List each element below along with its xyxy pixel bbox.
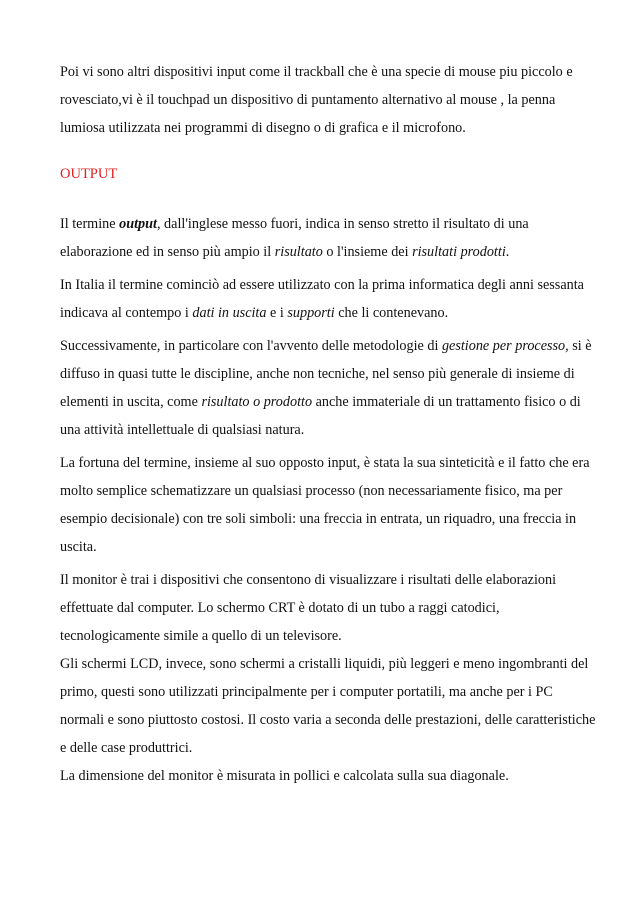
text-span: In Italia il termine cominciò ad essere utilizzato con la prima informatica degli anni sessanta indicava al contempo i <box>60 277 584 321</box>
intro-paragraph: Poi vi sono altri dispositivi input come il trackball che è una specie di mouse piu piccolo e rovesciato,vi è il touchpad un dispositivo di puntamento alternativo al mouse , la penna lumiosa utilizzata nei programmi di disegno o di grafica e il microfono. <box>60 64 573 136</box>
monitor-crt-text: Il monitor è trai i dispositivi che consentono di visualizzare i risultati delle elaborazioni effettuate dal computer. Lo schermo CRT è dotato di un tubo a raggi catodici, tecnologicamente simile a quello di un televisore. <box>60 572 557 644</box>
document-page <box>60 58 600 790</box>
process-management-paragraph <box>60 332 600 444</box>
text-span: . <box>505 244 510 260</box>
section-heading-output: OUTPUT <box>60 166 118 182</box>
term-gestione-per-processo: gestione per processo <box>441 338 566 354</box>
monitor-lcd-text: Gli schermi LCD, invece, sono schermi a cristalli liquidi, più leggeri e meno ingombranti del primo, questi sono utilizzati principalmente per i computer portatili, ma anche per i PC normali e sono piuttosto costosi. Il costo varia a seconda delle prestazioni, delle caratteristiche e delle case produttrici. <box>60 656 596 756</box>
term-supporti: supporti <box>287 305 335 321</box>
term-fortune-paragraph: La fortuna del termine, insieme al suo opposto input, è stata la sua sinteticità e il fatto che era molto semplice schematizzare un qualsiasi processo (non necessariamente fisico, ma per esempio decisionale) con tre soli simboli: una freccia in entrata, un riquadro, una freccia in uscita. <box>60 455 590 555</box>
monitor-size-text: La dimensione del monitor è misurata in pollici e calcolata sulla sua diagonale. <box>60 768 509 784</box>
monitor-paragraph <box>60 566 600 790</box>
term-dati-in-uscita: dati in uscita <box>192 305 267 321</box>
output-definition-paragraph <box>60 210 600 266</box>
term-risultati-prodotti: risultati prodotti <box>412 244 506 260</box>
term-risultato: risultato <box>274 244 323 260</box>
text-span: Successivamente, in particolare con l'avvento delle metodologie di <box>60 338 442 354</box>
text-span: , si è diffuso in quasi tutte le discipline, anche non tecniche, nel senso più generale di insieme di elementi in uscita, come <box>60 338 592 410</box>
text-span: Il termine <box>60 216 120 232</box>
text-span: che li contenevano. <box>334 305 449 321</box>
italy-history-paragraph <box>60 271 600 327</box>
text-span: e i <box>266 305 288 321</box>
text-span: , dall'inglese messo fuori, indica in senso stretto il risultato di una elaborazione ed in senso più ampio il <box>60 216 529 260</box>
term-risultato-o-prodotto: risultato o prodotto <box>201 394 313 410</box>
text-span: o l'insieme dei <box>322 244 413 260</box>
term-output: output <box>119 216 157 232</box>
text-span: anche immateriale di un trattamento fisico o di una attività intellettuale di qualsiasi natura. <box>60 394 581 438</box>
